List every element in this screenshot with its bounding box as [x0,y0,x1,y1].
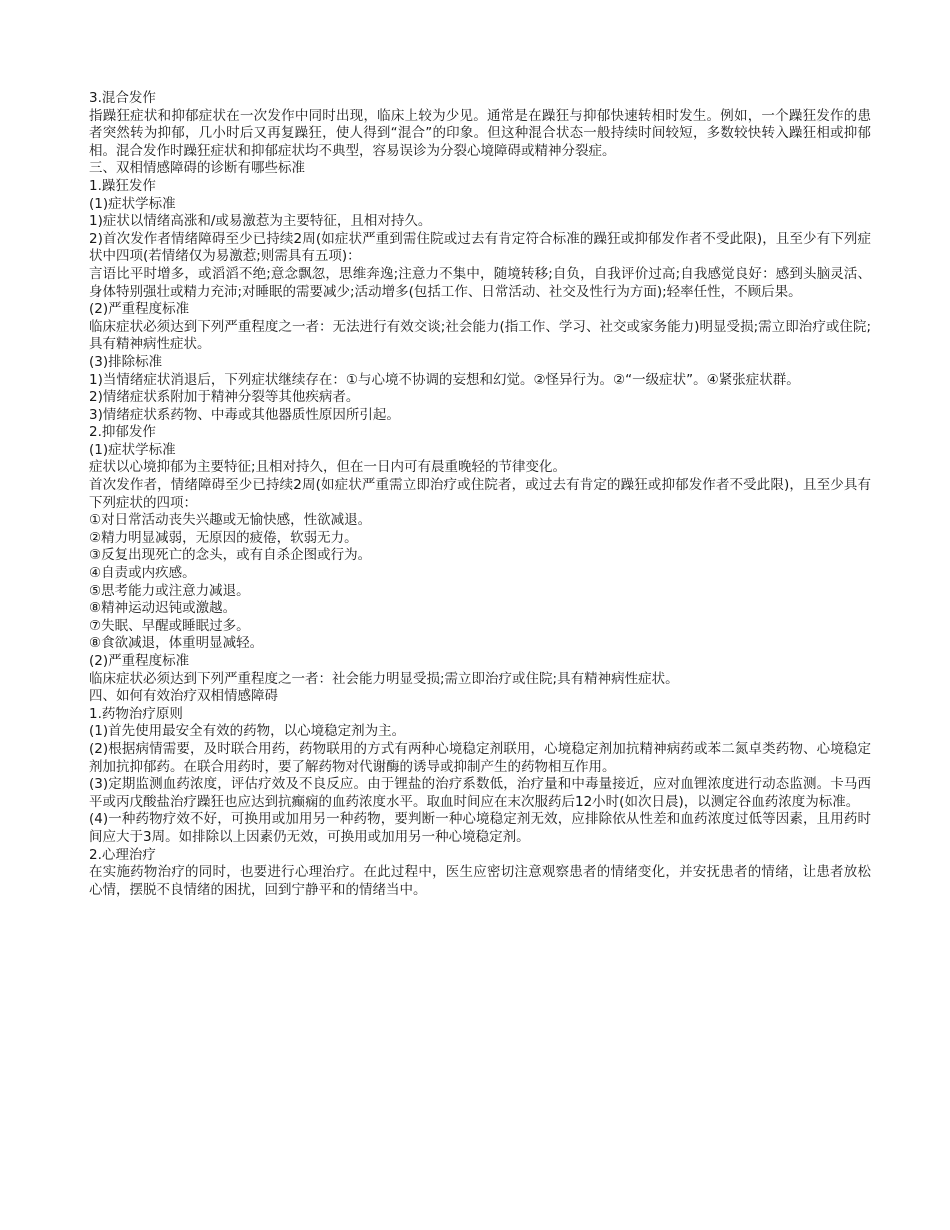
paragraph-depressive-first-episode: 首次发作者，情绪障碍至少已持续2周(如症状严重需立即治疗或住院者，或过去有肯定的躁狂或抑郁发作者不受此限)，且至少具有下列症状的四项： [89,477,871,511]
subheading-manic-episode: 1.躁狂发作 [89,177,156,194]
section-heading-mixed-episode: 3.混合发作 [89,90,156,106]
list-item: ②精力明显减弱，无原因的疲倦，软弱无力。 [89,529,358,546]
list-item: ④自责或内疚感。 [89,565,196,582]
document-body [89,90,871,899]
subheading-depressive-severity: (2)严重程度标准 [89,653,190,669]
list-item: ①对日常活动丧失兴趣或无愉快感，性欲减退。 [89,512,372,529]
paragraph-exclusion-2: 2)情绪症状系附加于精神分裂等其他疾病者。 [89,389,360,406]
list-item: ⑧精神运动迟钝或激越。 [89,600,237,617]
paragraph-manic-symptoms: 言语比平时增多，或滔滔不绝;意念飘忽，思维奔逸;注意力不集中，随境转移;自负，自我评价过高;自我感觉良好：感到头脑灵活、身体特别强壮或精力充沛;对睡眠的需要减少;活动增多(包括工作、日常活动、社交及性行为方面);轻率任性，不顾后果。 [89,265,871,300]
subheading-exclusion-criteria: (3)排除标准 [89,353,163,370]
subheading-psychotherapy: 2.心理治疗 [89,846,156,863]
subheading-depressive-episode: 2.抑郁发作 [89,424,156,441]
paragraph-exclusion-3: 3)情绪症状系药物、中毒或其他器质性原因所引起。 [89,406,400,423]
list-item: ③反复出现死亡的念头，或有自杀企图或行为。 [89,547,372,564]
paragraph-manic-criterion-2: 2)首次发作者情绪障碍至少已持续2周(如症状严重到需住院或过去有肯定符合标准的躁狂或抑郁发作者不受此限)，且至少有下列症状中四项(若情绪仅为易激惹;则需具有五项)： [89,230,871,265]
paragraph-psychotherapy: 在实施药物治疗的同时，也要进行心理治疗。在此过程中，医生应密切注意观察患者的情绪变化，并安抚患者的情绪，让患者放松心情，摆脱不良情绪的困扰，回到宁静平和的情绪当中。 [89,864,871,898]
section-heading-treatment: 四、如何有效治疗双相情感障碍 [89,688,278,705]
paragraph-drug-principle-3: (3)定期监测血药浓度，评估疗效及不良反应。由于锂盐的治疗系数低，治疗量和中毒量接近，应对血锂浓度进行动态监测。卡马西平或丙戊酸盐治疗躁狂也应达到抗癫痫的血药浓度水平。取血时间应在末次服药后12小时(如次日晨)，以测定谷血药浓度为标准。 [89,776,871,810]
list-item: ⑤思考能力或注意力减退。 [89,582,250,599]
section-heading-diagnosis: 三、双相情感障碍的诊断有哪些标准 [89,160,305,177]
list-item: ⑧食欲减退，体重明显减轻。 [89,635,264,652]
list-item: ⑦失眠、早醒或睡眠过多。 [89,617,250,634]
subheading-drug-principles: 1.药物治疗原则 [89,705,183,722]
paragraph-drug-principle-1: (1)首先使用最安全有效的药物，以心境稳定剂为主。 [89,723,406,740]
subheading-symptom-criteria: (1)症状学标准 [89,195,176,212]
subheading-depressive-symptom-criteria: (1)症状学标准 [89,441,176,458]
paragraph-drug-principle-4: (4)一种药物疗效不好，可换用或加用另一种药物，要判断一种心境稳定剂无效，应排除依从性差和血药浓度过低等因素，且用药时间应大于3周。如排除以上因素仍无效，可换用或加用另一种心境稳定剂。 [89,811,871,845]
paragraph-mixed-episode: 指躁狂症状和抑郁症状在一次发作中同时出现，临床上较为少见。通常是在躁狂与抑郁快速转相时发生。例如，一个躁狂发作的患者突然转为抑郁，几小时后又再复躁狂，使人得到“混合”的印象。但这种混合状态一般持续时间较短，多数较快转入躁狂相或抑郁相。混合发作时躁狂症状和抑郁症状均不典型，容易误诊为分裂心境障碍或精神分裂症。 [89,107,871,159]
paragraph-exclusion-1: 1)当情绪症状消退后，下列症状继续存在：①与心境不协调的妄想和幻觉。②怪异行为。②“一级症状”。④紧张症状群。 [89,371,800,388]
paragraph-manic-severity: 临床症状必须达到下列严重程度之一者：无法进行有效交谈;社会能力(指工作、学习、社交或家务能力)明显受损;需立即治疗或住院;具有精神病性症状。 [89,318,871,353]
paragraph-drug-principle-2: (2)根据病情需要，及时联合用药，药物联用的方式有两种心境稳定剂联用，心境稳定剂加抗精神病药或苯二氮卓类药物、心境稳定剂加抗抑郁药。在联合用药时，要了解药物对代谢酶的诱导或抑制产生的药物相互作用。 [89,740,871,775]
paragraph-depressive-main-feature: 症状以心境抑郁为主要特征;且相对持久，但在一日内可有晨重晚轻的节律变化。 [89,459,567,476]
paragraph-manic-criterion-1: 1)症状以情绪高涨和/或易激惹为主要特征，且相对持久。 [89,213,432,230]
paragraph-depressive-severity: 临床症状必须达到下列严重程度之一者：社会能力明显受损;需立即治疗或住院;具有精神病性症状。 [89,670,679,687]
subheading-severity-criteria: (2)严重程度标准 [89,301,190,318]
